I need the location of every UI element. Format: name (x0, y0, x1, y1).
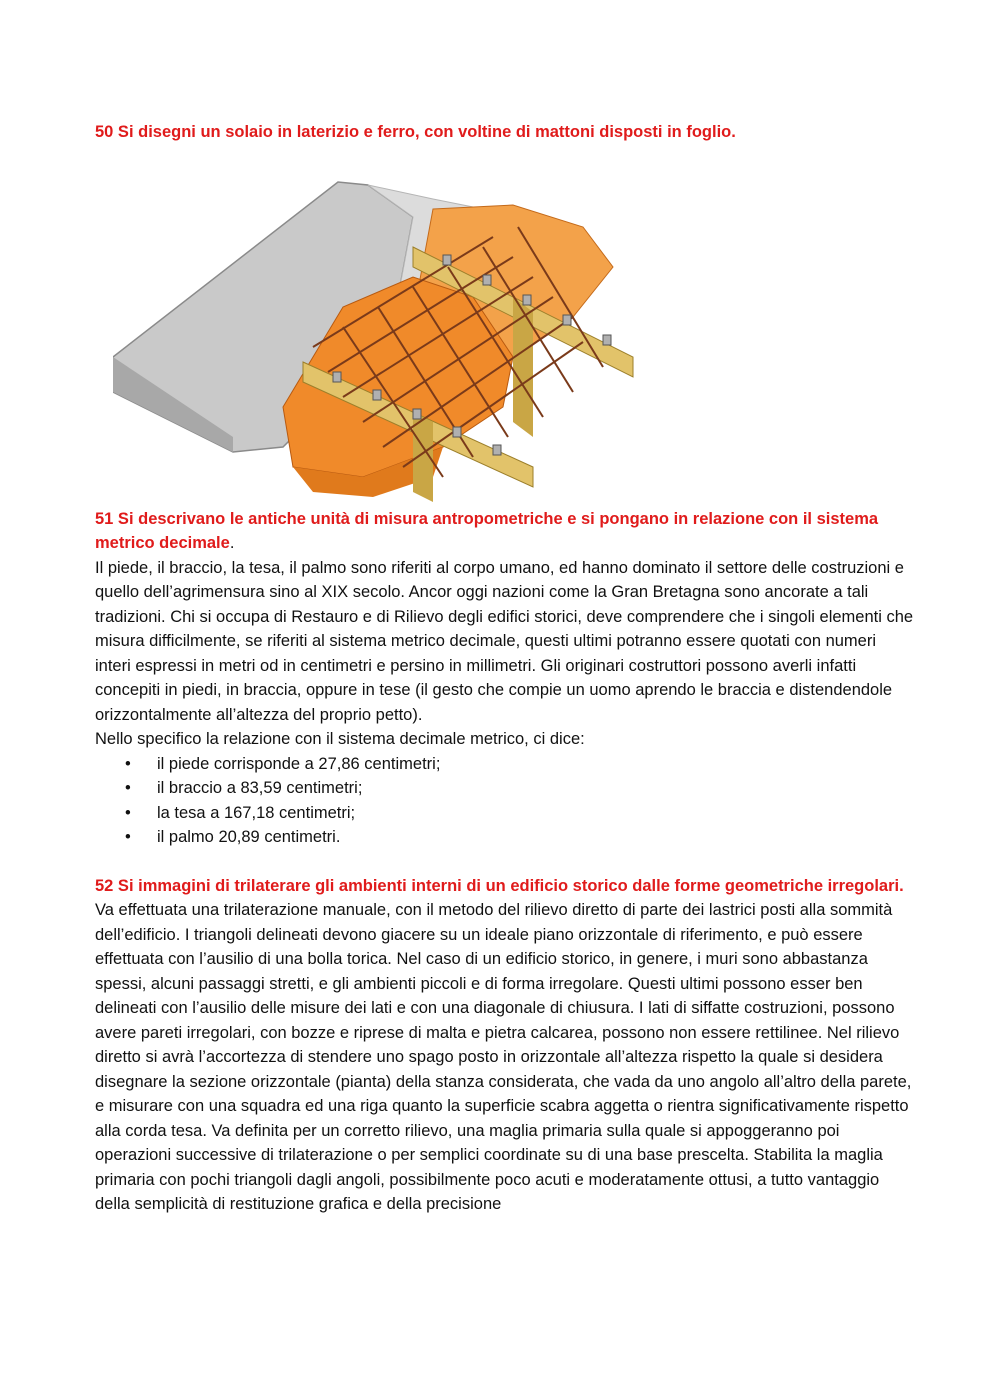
list-item-text: il palmo 20,89 centimetri. (157, 828, 341, 846)
question-50-title: 50 Si disegni un solaio in laterizio e ferro, con voltine di mattoni disposti in foglio. (95, 123, 736, 141)
list-item (125, 752, 915, 777)
list-item-text: il braccio a 83,59 centimetri; (157, 779, 363, 797)
question-51-title (95, 507, 915, 556)
bullet-icon: • (125, 803, 131, 822)
floor-slab-illustration (113, 147, 673, 507)
brick-iron-floor-drawing (113, 147, 673, 507)
question-52-body: Va effettuata una trilaterazione manuale, con il metodo del rilievo diretto di parte dei lastrici posti alla sommità dell’edificio. I triangoli delineati devono giacere su un ideale piano orizzontale di riferimento, e può essere effettuata con l’ausilio di una bolla torica. Nel caso di un edificio storico, in genere, i muri sono abbastanza spessi, alcuni passaggi stretti, e gli ambienti piccoli e di forma irregolare. Questi ultimi possono esser ben delineati con l’ausilio delle misure dei lati e con una diagonale di chiusura. I lati di siffatte costruzioni, possono avere pareti irregolari, con bozze e riprese di malta e pietra calcarea, possono non essere rettilinee. Nel rilievo diretto si avrà l’accortezza di stendere uno spago posto in orizzontale all’altezza rispetto la quale si desidera disegnare la sezione orizzontale (pianta) della stanza considerata, che vada da uno angolo all’altro della parete, e misurare con una squadra ed una riga quanto la superficie scabra aggetta o rientra significativamente rispetto alla corda tesa. Va definita per un corretto rilievo, una maglia primaria sulla quale si appoggeranno poi operazioni successive di trilaterazione o per semplici coordinate su di una base prescelta. Stabilita la maglia primaria con pochi triangoli dagli angoli, possibilmente poco acuti e moderatamente ottusi, a tutto vantaggio della semplicità di restituzione grafica e della precisione (95, 901, 912, 1213)
question-52-title: 52 Si immagini di trilaterare gli ambienti interni di un edificio storico dalle forme geometriche irregolari. (95, 876, 904, 895)
question-51-intro: Nello specifico la relazione con il sistema decimale metrico, ci dice: (95, 730, 585, 748)
measure-list (95, 752, 915, 850)
list-item (125, 776, 915, 801)
steel-beam-web-upper (513, 297, 533, 437)
list-item-text: il piede corrisponde a 27,86 centimetri; (157, 754, 441, 773)
question-51-body: Il piede, il braccio, la tesa, il palmo sono riferiti al corpo umano, ed hanno dominato il settore delle costruzioni e quello dell’agrimensura sino al XIX secolo. Ancor oggi nazioni come la Gran Bretagna sono ancorate a tali tradizioni. Chi si occupa di Restauro e di Rilievo degli edifici storici, deve comprendere che i singoli elementi che misura difficilmente, se riferiti al sistema metrico decimale, questi ultimi potranno essere quotati con numeri interi espressi in metri od in centimetri e persino in millimetri. Gli originari costruttori possono averli infatti concepiti in piedi, in braccia, oppure in tese (il gesto che compie un uomo aprendo le braccia e distendendole orizzontalmente all’altezza del proprio petto). (95, 558, 914, 724)
question-51-title-tail: . (229, 534, 235, 552)
list-item (125, 801, 915, 826)
bullet-icon: • (125, 754, 131, 773)
question-51-title-text: 51 Si descrivano le antiche unità di misura antropometriche e si pongano in relazione con il sistema metrico decimale (95, 509, 879, 552)
list-item (125, 825, 915, 850)
list-item-text: la tesa a 167,18 centimetri; (157, 803, 356, 822)
section-spacer (95, 850, 915, 874)
document-page (95, 120, 915, 1217)
bullet-icon: • (125, 828, 131, 846)
bullet-icon: • (125, 779, 131, 797)
